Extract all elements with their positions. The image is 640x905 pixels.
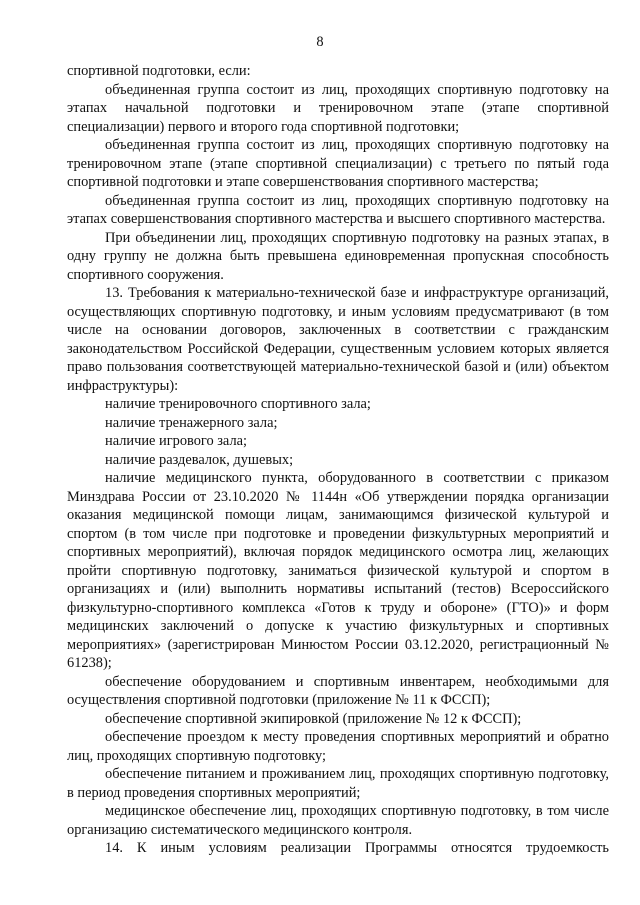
paragraph: спортивной подготовки, если: — [67, 63, 251, 79]
list-item: обеспечение питанием и проживанием лиц, проходящих спортивную подготовку, в период проведения спортивных мероприятий; — [67, 766, 609, 801]
list-item: обеспечение спортивной экипировкой (приложение № 12 к ФССП); — [105, 710, 522, 727]
paragraph: объединенная группа состоит из лиц, проходящих спортивную подготовку на этапах совершенствования спортивного мастерства и высшего спортивного мастерства. — [67, 192, 609, 227]
page-number: 8 — [316, 34, 324, 50]
list-item: наличие раздевалок, душевых; — [105, 451, 294, 468]
list-item: медицинское обеспечение лиц, проходящих спортивную подготовку, в том числе организацию систематического медицинского контроля. — [67, 803, 609, 838]
list-item: наличие игрового зала; — [105, 433, 248, 449]
paragraph: объединенная группа состоит из лиц, проходящих спортивную подготовку на этапах начальной подготовки и тренировочном этапе (этапе спортивной специализации) первого и второго года спортивной подготовки; — [67, 81, 609, 135]
paragraph: 13. Требования к материально-технической базе и инфраструктуре организаций, осуществляющих спортивную подготовку, и иным условиям предусматривают (в том числе на основании договоров, заключенных в соответствии с гражданским законодательством Российской Федерации, существенным условием которых является право пользования соответствующей материально-технической базой и (или) объектом инфраструктуры): — [67, 285, 609, 394]
paragraph: При объединении лиц, проходящих спортивную подготовку на разных этапах, в одну группу не должна быть превышена единовременная пропускная способность спортивного сооружения. — [67, 229, 609, 283]
list-item: наличие тренировочного спортивного зала; — [105, 396, 371, 412]
paragraph: объединенная группа состоит из лиц, проходящих спортивную подготовку на тренировочном этапе (этапе спортивной специализации) с третьего по пятый года спортивной подготовки и этапе совершенствования спортивного мастерства; — [67, 137, 609, 190]
list-item: обеспечение проездом к месту проведения спортивных мероприятий и обратно лиц, проходящих спортивную подготовку; — [67, 729, 609, 764]
list-item: наличие медицинского пункта, оборудованного в соответствии с приказом Минздрава России от 23.10.2020 № 1144н «Об утверждении порядка организации оказания медицинской помощи лицам, занимающимся физической культурой и спортом (в том числе при подготовке и проведении физкультурных мероприятий и спортивных мероприятий), включая порядок медицинского осмотра лиц, желающих пройти спортивную подготовку, заниматься физической культурой и спортом в организациях и (или) выполнить нормативы испытаний (тестов) Всероссийского физкультурно-спортивного комплекса «Готов к труду и обороне» (ГТО)» и форм медицинских заключений о допуске к участию физкультурных и спортивных мероприятиях» (зарегистрирован Минюстом России 03.12.2020, регистрационный № 61238); — [67, 470, 609, 671]
paragraph: 14. К иным условиям реализации Программы относятся трудоемкость — [105, 840, 609, 856]
document-body — [67, 62, 609, 858]
list-item: наличие тренажерного зала; — [105, 414, 278, 431]
list-item: обеспечение оборудованием и спортивным инвентарем, необходимыми для осуществления спортивной подготовки (приложение № 11 к ФССП); — [67, 673, 609, 708]
